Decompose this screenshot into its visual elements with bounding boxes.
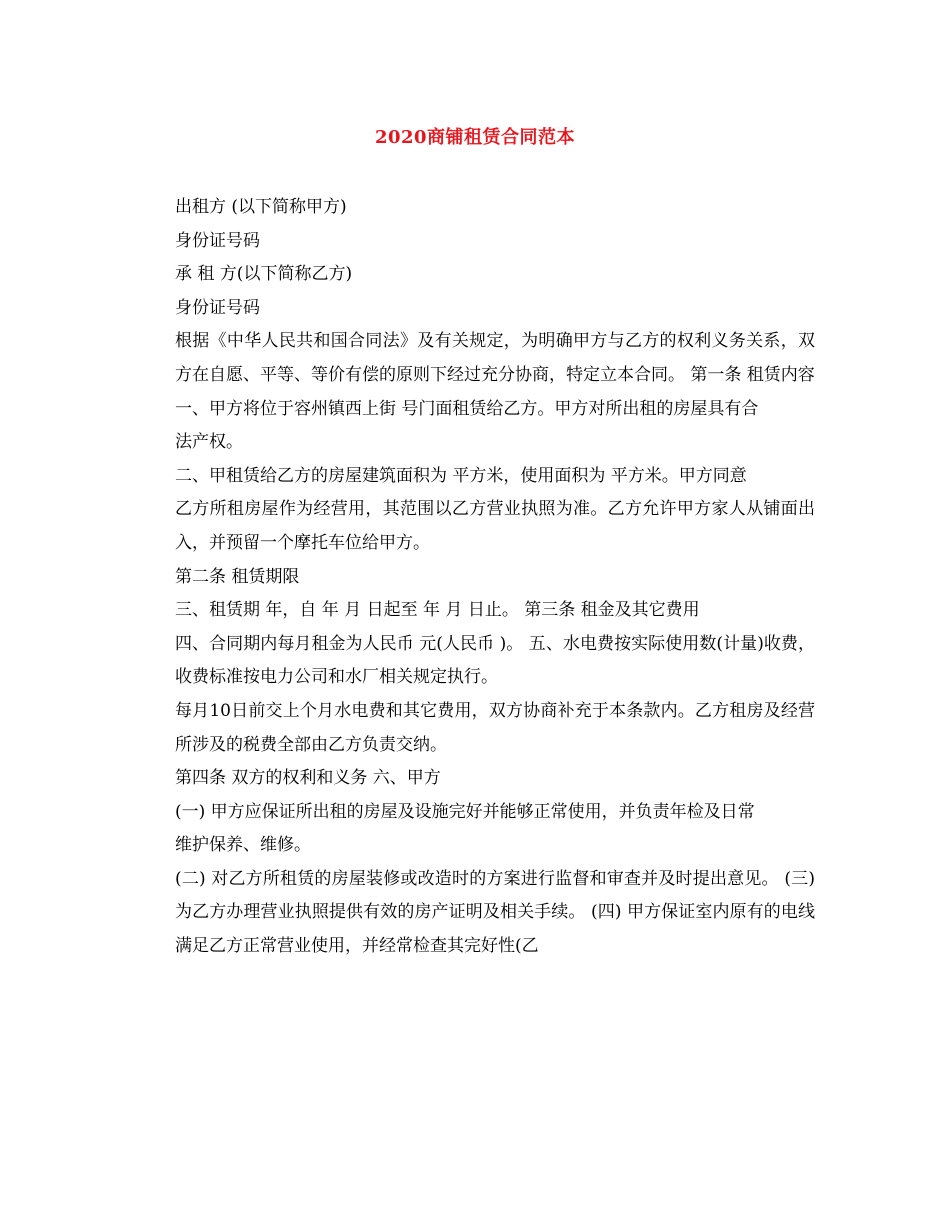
paragraph-lessor: 出租方 (以下简称甲方) — [175, 197, 347, 217]
paragraph-fees: 每月10日前交上个月水电费和其它费用，双方协商补充于本条款内。乙方租房及经营所涉及的税费全部由乙方负责交纳。 — [175, 700, 815, 755]
paragraph-clause-3: 三、租赁期 年，自 年 月 日起至 年 月 日止。 第三条 租金及其它费用 — [175, 600, 700, 621]
paragraph-lessee-id: 身份证号码 — [175, 297, 260, 318]
paragraph-duty-2-4: (二) 对乙方所租赁的房屋装修或改造时的方案进行监督和审查并及时提出意见。 (三) 为乙方办理营业执照提供有效的房产证明及相关手续。 (四) 甲方保证室内原有的电线满足乙方正常营业使用，并经常检查其完好性(乙 — [175, 868, 815, 957]
paragraph-lessor-id: 身份证号码 — [175, 230, 260, 251]
paragraph-article-2: 第二条 租赁期限 — [175, 566, 300, 587]
paragraph-lessee: 承 租 方(以下简称乙方) — [175, 264, 353, 285]
paragraph-clause-1: 一、甲方将位于容州镇西上街 号门面租赁给乙方。甲方对所出租的房屋具有合 — [175, 398, 759, 419]
paragraph-clause-4-5: 四、合同期内每月租金为人民币 元(人民币 )。 五、水电费按实际使用数(计量)收费，收费标准按电力公司和水厂相关规定执行。 — [175, 633, 815, 688]
paragraph-clause-2-cont: 乙方所租房屋作为经营用，其范围以乙方营业执照为准。乙方允许甲方家人从铺面出入，并预留一个摩托车位给甲方。 — [175, 499, 815, 553]
paragraph-clause-2: 二、甲租赁给乙方的房屋建筑面积为 平方米，使用面积为 平方米。甲方同意 — [175, 465, 747, 486]
paragraph-duty-1: (一) 甲方应保证所出租的房屋及设施完好并能够正常使用，并负责年检及日常 — [175, 801, 755, 822]
document-title: 2020商铺租赁合同范本 — [374, 127, 576, 148]
paragraph-clause-1-cont: 法产权。 — [175, 432, 243, 453]
document-body — [139, 191, 815, 964]
paragraph-preamble: 根据《中华人民共和国合同法》及有关规定，为明确甲方与乙方的权利义务关系，双方在自愿、平等、等价有偿的原则下经过充分协商，特定立本合同。 第一条 租赁内容 — [175, 331, 815, 385]
paragraph-duty-1-cont: 维护保养、维修。 — [175, 835, 311, 856]
paragraph-article-4: 第四条 双方的权利和义务 六、甲方 — [175, 768, 441, 789]
